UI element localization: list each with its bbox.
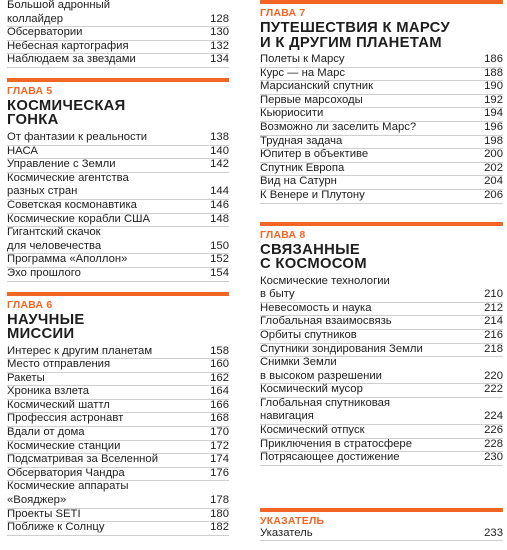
toc-entry-page: 214 [484, 315, 503, 328]
toc-entry-page: 166 [210, 398, 229, 411]
toc-entry-title: Эхо прошлого [7, 266, 81, 279]
toc-entry-page: 160 [210, 358, 229, 371]
toc-entry[interactable] [260, 122, 503, 136]
toc-entry-page: 158 [210, 344, 229, 357]
toc-entry[interactable] [260, 163, 503, 177]
toc-entry-title: Потрясающее достижение [260, 451, 400, 464]
chapter-7-section [260, 0, 503, 204]
toc-entry[interactable] [7, 509, 229, 523]
toc-entry-title: Полеты к Марсу [260, 53, 345, 65]
toc-entry-page: 196 [484, 120, 503, 133]
toc-entry-title: Программа «Аполлон» [7, 253, 128, 266]
toc-entry-page: 150 [210, 239, 229, 252]
toc-entry-page: 182 [210, 521, 229, 534]
toc-entry-page: 228 [484, 437, 503, 450]
toc-entry[interactable] [7, 27, 229, 41]
toc-entry[interactable] [7, 481, 229, 508]
toc-entry[interactable] [7, 173, 229, 200]
toc-entry-title: Курс — на Марс [260, 66, 346, 79]
toc-entry-title: Вдали от дома [7, 426, 85, 439]
toc-entry-title: Спутник Европа [260, 161, 345, 174]
chapter-label: ГЛАВА 5 [7, 84, 53, 97]
toc-entry[interactable] [260, 316, 503, 330]
toc-entry-title: Глобальная спутниковая навигация [260, 396, 390, 423]
toc-entry-title: Космический мусор [260, 383, 363, 396]
toc-entry-title: Космические станции [7, 439, 121, 452]
toc-entry-title: Хроника взлета [7, 385, 90, 398]
toc-entry-title: Марсианский спутник [260, 80, 374, 93]
toc-entry[interactable] [260, 452, 503, 466]
toc-entry[interactable] [260, 176, 503, 190]
toc-entry-page: 128 [210, 12, 229, 25]
toc-entry-title: Указатель [260, 526, 313, 539]
toc-entry-page: 200 [484, 148, 503, 161]
toc-entry-page: 162 [210, 371, 229, 384]
toc-entry[interactable] [7, 441, 229, 455]
chapter-entries [260, 276, 503, 466]
toc-entry-page: 226 [484, 424, 503, 437]
toc-entry-page: 148 [210, 212, 229, 225]
toc-entry[interactable] [260, 108, 503, 122]
toc-entry-title: НАСА [7, 144, 38, 157]
toc-entry-title: Снимки Земли в высоком разрешении [260, 356, 382, 382]
chapter-entries [7, 346, 229, 536]
toc-entry-title: Проекты SETI [7, 507, 81, 520]
toc-entry-title: Приключения в стратосфере [260, 437, 412, 450]
toc-entry-title: Космический шаттл [7, 398, 110, 411]
toc-entry-page: 176 [210, 466, 229, 479]
toc-entry[interactable] [7, 427, 229, 441]
toc-entry-page: 172 [210, 439, 229, 452]
toc-left-column [7, 0, 229, 536]
toc-entry[interactable] [7, 268, 229, 282]
index-label: УКАЗАТЕЛЬ [260, 514, 325, 527]
toc-entry-title: Управление с Земли [7, 158, 116, 171]
toc-entry-page: 220 [484, 369, 503, 382]
toc-entry-page: 186 [484, 53, 503, 65]
chapter-label: ГЛАВА 7 [260, 7, 306, 19]
toc-entry[interactable] [260, 439, 503, 453]
toc-entry-page: 168 [210, 412, 229, 425]
toc-entry-page: 192 [484, 93, 503, 106]
toc-entry-title: Космические технологии в быту [260, 274, 390, 301]
toc-entry-page: 194 [484, 107, 503, 120]
toc-entry-title: Ракеты [7, 371, 45, 384]
toc-entry[interactable] [260, 398, 503, 425]
toc-entry-page: 198 [484, 134, 503, 147]
intro-entries [7, 0, 229, 68]
toc-entry[interactable] [260, 190, 503, 204]
chapter-label: ГЛАВА 8 [260, 228, 306, 241]
toc-entry-page: 180 [210, 507, 229, 520]
toc-entry[interactable] [7, 468, 229, 482]
toc-entry[interactable] [260, 149, 503, 163]
toc-entry-title: Трудная задача [260, 134, 343, 147]
toc-entry[interactable] [260, 425, 503, 439]
toc-entry-title: Поближе к Солнцу [7, 521, 105, 534]
toc-entry-title: Космический отпуск [260, 424, 365, 437]
toc-entry[interactable] [260, 54, 503, 68]
toc-entry-title: К Венере и Плутону [260, 188, 365, 201]
toc-entry-title: Большой адронный коллайдер [7, 0, 111, 25]
toc-entry-title: Спутники зондирования Земли [260, 342, 423, 355]
toc-entry-page: 206 [484, 188, 503, 201]
toc-entry[interactable] [7, 454, 229, 468]
toc-entry-page: 130 [210, 26, 229, 39]
chapter-5-section [7, 78, 229, 282]
chapter-title: ПУТЕШЕСТВИЯ К МАРСУ И К ДРУГИМ ПЛАНЕТАМ [260, 20, 450, 51]
toc-entry-page: 178 [210, 494, 229, 507]
toc-entry[interactable] [7, 0, 229, 27]
toc-entry-title: Обсерватории [7, 26, 83, 39]
toc-entry[interactable] [7, 41, 229, 55]
toc-entry-title: Профессия астронавт [7, 412, 124, 425]
toc-entry-page: 140 [210, 144, 229, 157]
index-entries [260, 528, 503, 542]
toc-entry-title: Небесная картография [7, 39, 129, 52]
toc-entry-page: 224 [484, 410, 503, 423]
toc-entry-page: 146 [210, 198, 229, 211]
toc-entry-title: Космические аппараты «Вояджер» [7, 480, 129, 507]
toc-entry-title: Место отправления [7, 358, 111, 371]
toc-entry[interactable] [7, 346, 229, 360]
toc-entry-title: Интерес к другим планетам [7, 344, 153, 357]
toc-entry[interactable] [7, 359, 229, 373]
toc-entry-title: Советская космонавтика [7, 198, 137, 211]
toc-entry-page: 138 [210, 130, 229, 143]
toc-entry-page: 202 [484, 161, 503, 174]
toc-entry[interactable] [260, 357, 503, 384]
toc-entry-page: 152 [210, 253, 229, 266]
toc-entry-page: 188 [484, 66, 503, 79]
chapter-label: ГЛАВА 6 [7, 298, 53, 311]
toc-entry-title: Космические агентства разных стран [7, 171, 129, 198]
toc-entry-page: 170 [210, 426, 229, 439]
chapter-title: КОСМИЧЕСКАЯ ГОНКА [7, 97, 126, 129]
chapter-title: СВЯЗАННЫЕ С КОСМОСОМ [260, 241, 367, 273]
toc-entry-page: 233 [484, 526, 503, 539]
toc-entry[interactable] [7, 146, 229, 160]
toc-entry-page: 230 [484, 451, 503, 464]
toc-entry-page: 164 [210, 385, 229, 398]
toc-entry-page: 190 [484, 80, 503, 93]
toc-entry-title: Наблюдаем за звездами [7, 53, 136, 66]
toc-entry[interactable] [260, 68, 503, 82]
chapter-title: НАУЧНЫЕ МИССИИ [7, 311, 85, 342]
toc-entry[interactable] [260, 95, 503, 109]
toc-entry[interactable] [260, 528, 503, 542]
toc-entry[interactable] [7, 54, 229, 68]
toc-entry-page: 174 [210, 453, 229, 466]
toc-entry-page: 204 [484, 175, 503, 188]
toc-entry-title: Подсматривая за Вселенной [7, 453, 159, 466]
toc-entry-page: 142 [210, 158, 229, 171]
chapter-8-section [260, 222, 503, 466]
toc-entry[interactable] [7, 200, 229, 214]
toc-entry-title: Вид на Сатурн [260, 175, 337, 188]
toc-entry-title: Обсерватория Чандра [7, 466, 125, 479]
toc-entry[interactable] [7, 386, 229, 400]
toc-entry[interactable] [260, 81, 503, 95]
toc-entry-page: 144 [210, 185, 229, 198]
toc-entry-page: 134 [210, 53, 229, 66]
toc-entry-page: 218 [484, 342, 503, 355]
toc-entry-title: Возможно ли заселить Марс? [260, 120, 417, 133]
chapter-6-section [7, 292, 229, 536]
toc-entry-title: Первые марсоходы [260, 93, 363, 106]
toc-right-column [260, 0, 503, 541]
toc-entry[interactable] [7, 227, 229, 254]
toc-entry[interactable] [7, 413, 229, 427]
toc-entry-page: 222 [484, 383, 503, 396]
toc-entry-title: Глобальная взаимосвязь [260, 315, 392, 328]
toc-entry-page: 212 [484, 301, 503, 314]
toc-entry-title: Юпитер в объективе [260, 148, 369, 161]
toc-entry-title: Гигантский скачок для человечества [7, 226, 102, 252]
toc-entry-title: Кьюриосити [260, 107, 324, 120]
toc-entry[interactable] [260, 344, 503, 358]
toc-entry-title: Орбиты спутников [260, 328, 357, 341]
toc-entry-page: 216 [484, 328, 503, 341]
toc-entry[interactable] [7, 132, 229, 146]
toc-entry[interactable] [7, 254, 229, 268]
toc-entry-title: От фантазии к реальности [7, 130, 148, 143]
toc-entry-title: Невесомость и наука [260, 301, 372, 314]
toc-entry-page: 132 [210, 39, 229, 52]
toc-entry[interactable] [7, 214, 229, 228]
toc-entry[interactable] [260, 384, 503, 398]
chapter-entries [260, 54, 503, 204]
toc-entry[interactable] [7, 522, 229, 536]
toc-entry[interactable] [7, 373, 229, 387]
toc-entry[interactable] [7, 400, 229, 414]
toc-entry[interactable] [260, 303, 503, 317]
toc-entry-title: Космические корабли США [7, 212, 151, 225]
toc-entry[interactable] [260, 276, 503, 303]
chapter-entries [7, 132, 229, 282]
index-section [260, 508, 503, 542]
toc-entry[interactable] [260, 330, 503, 344]
toc-entry-page: 210 [484, 288, 503, 301]
toc-entry[interactable] [260, 136, 503, 150]
toc-entry[interactable] [7, 159, 229, 173]
toc-entry-page: 154 [210, 266, 229, 279]
